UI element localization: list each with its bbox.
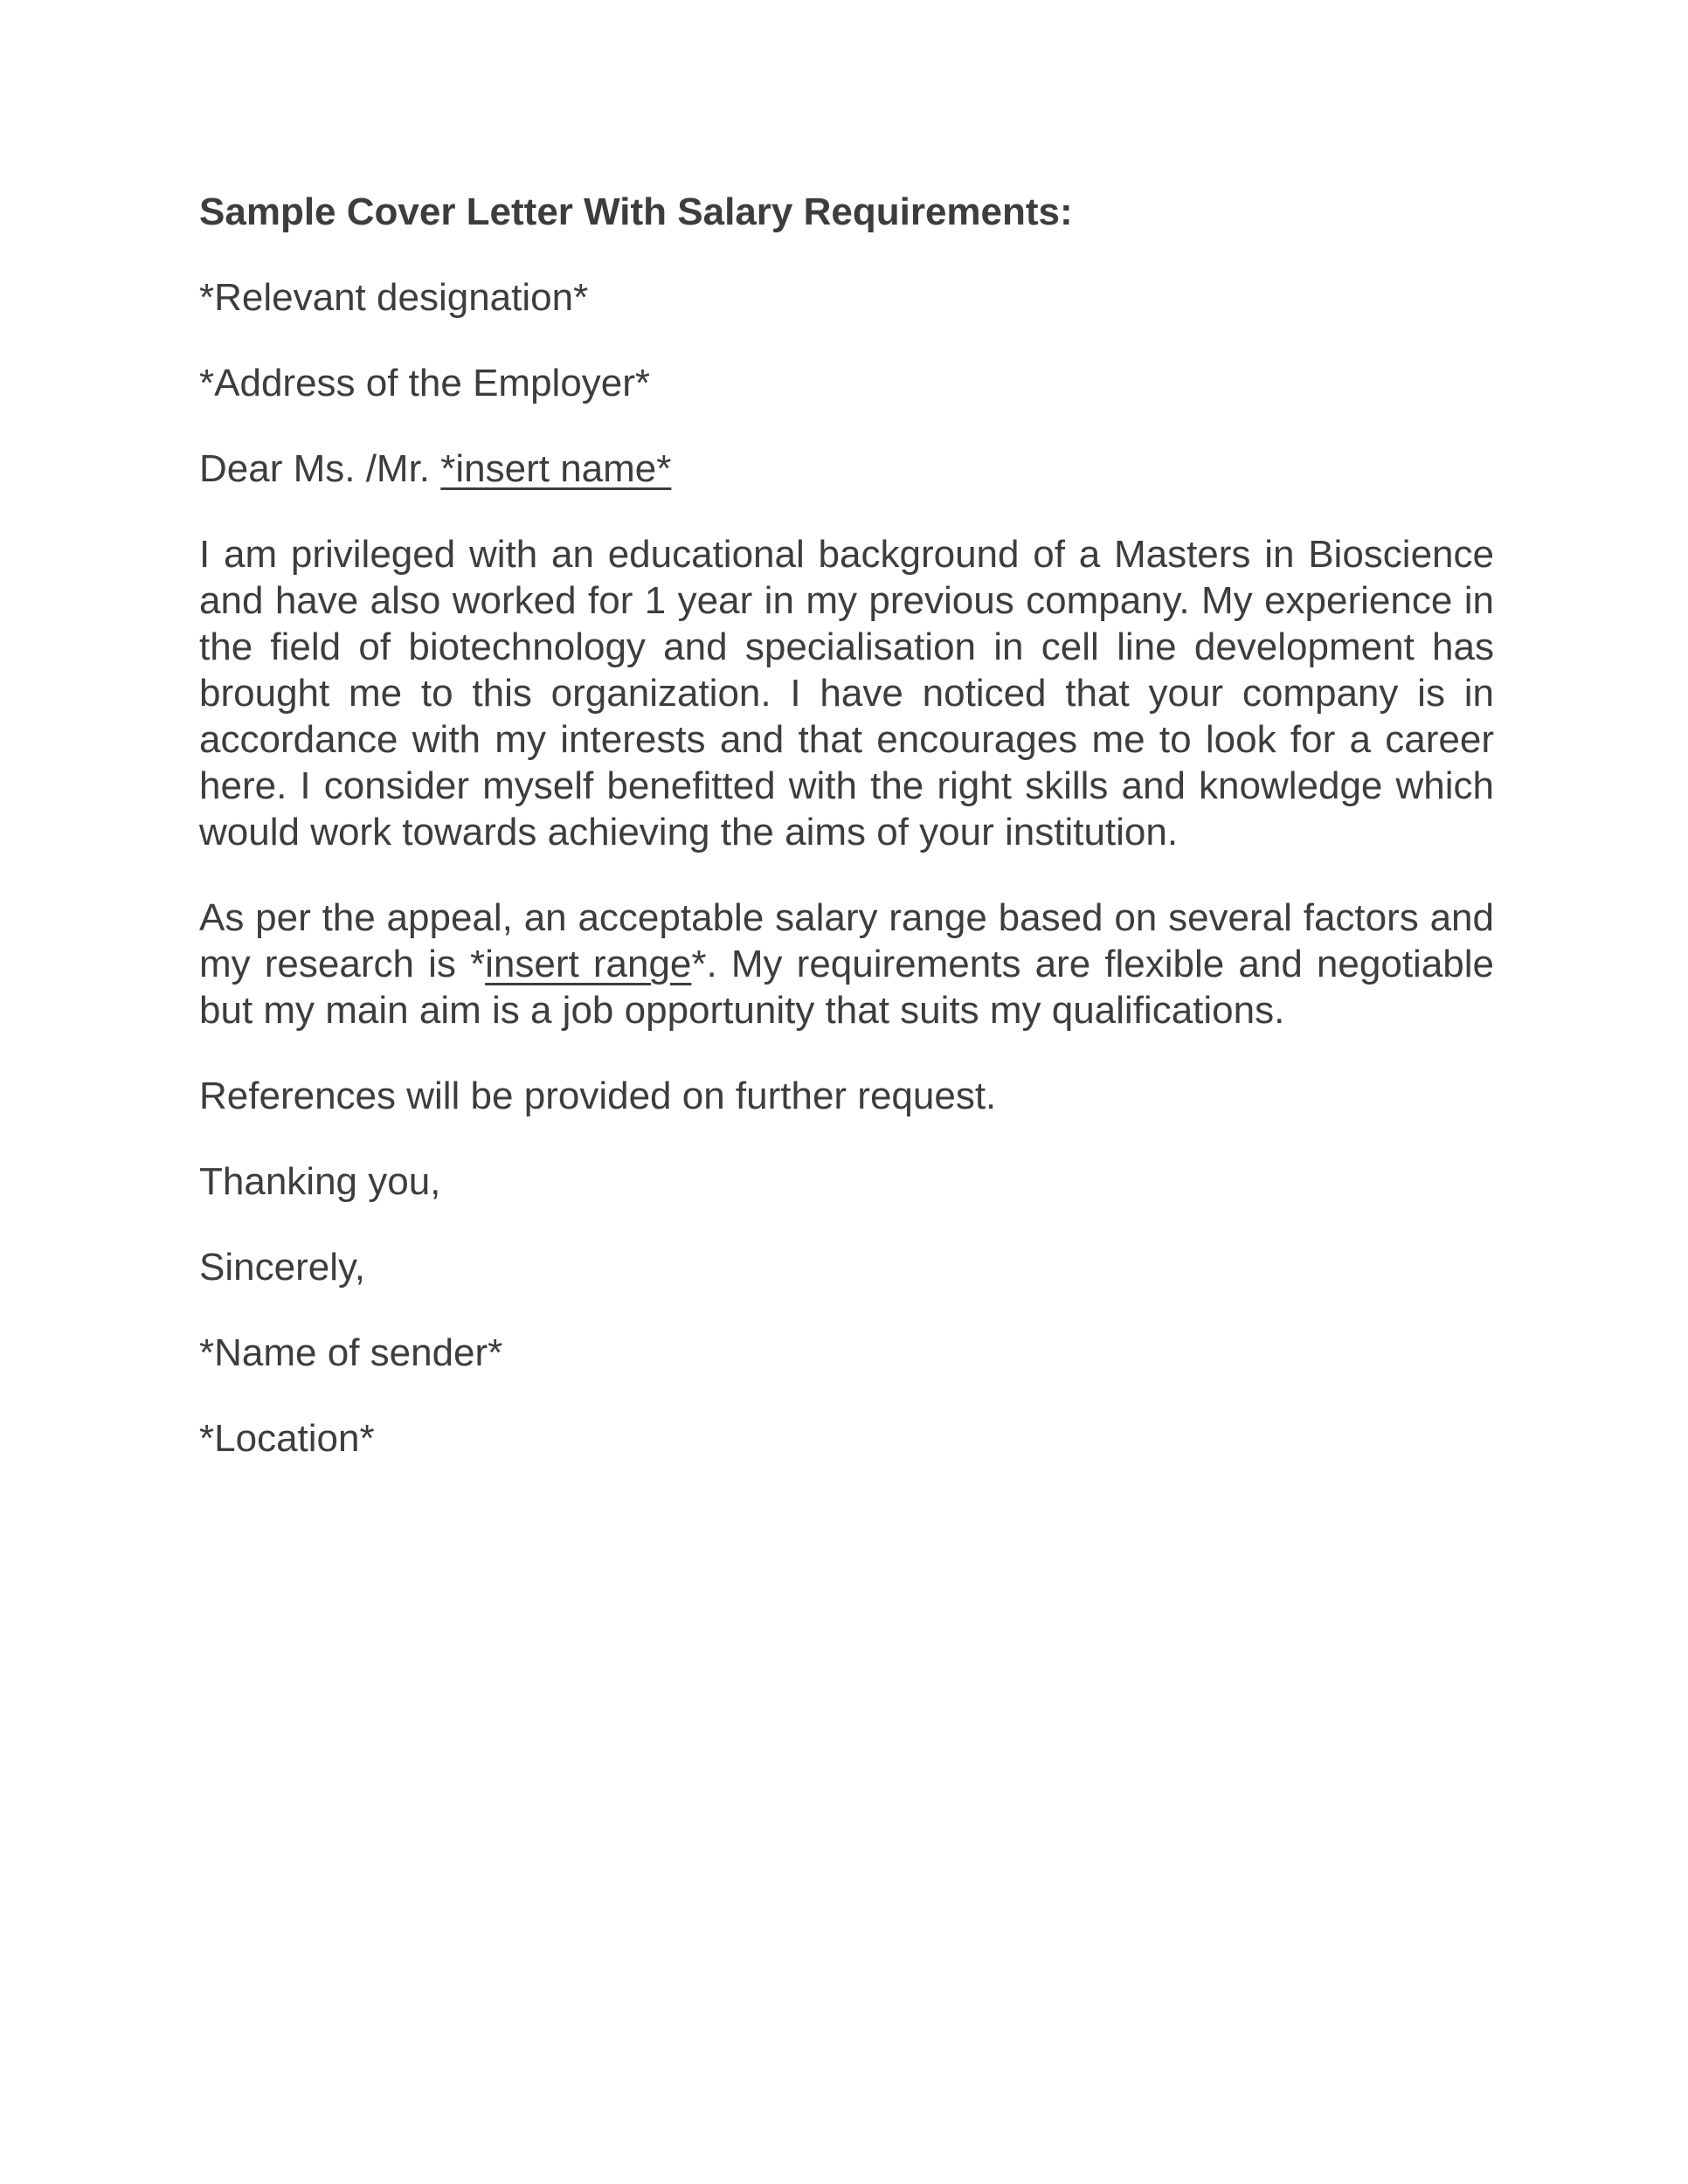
salary-text-after: *. My requirements are flexible and negotiable but my main aim is a job opportunity that suits my qualifications. <box>199 943 1495 1032</box>
salutation-line <box>199 446 1494 492</box>
letter-content <box>199 189 1494 1501</box>
placeholder-designation: *Relevant designation* <box>199 276 589 319</box>
salary-range-placeholder: insert range <box>485 943 692 985</box>
references-line: References will be provided on further request. <box>199 1075 997 1117</box>
letter-title: Sample Cover Letter With Salary Requirements: <box>199 190 1073 233</box>
placeholder-sender-name: *Name of sender* <box>199 1331 503 1374</box>
closing-sincerely: Sincerely, <box>199 1246 365 1289</box>
salutation-prefix: Dear Ms. /Mr. <box>199 447 441 490</box>
body-paragraph-intro: I am privileged with an educational background of a Masters in Bioscience and have also worked for 1 year in my previous company. My experience in the field of biotechnology and specialisation in cell line development has brought me to this organization. I have noticed that your company is in accordance with my interests and that encourages me to look for a career here. I consider myself benefitted with the right skills and knowledge which would work towards achieving the aims of your institution. <box>199 533 1494 854</box>
salary-text-before: As per the appeal, an acceptable salary range based on several factors and my research is * <box>199 896 1494 985</box>
body-paragraph-salary <box>199 895 1494 1033</box>
salutation-name-placeholder: *insert name* <box>440 447 672 490</box>
placeholder-location: *Location* <box>199 1417 375 1460</box>
placeholder-employer-address: *Address of the Employer* <box>199 362 651 404</box>
closing-thanking: Thanking you, <box>199 1160 441 1203</box>
